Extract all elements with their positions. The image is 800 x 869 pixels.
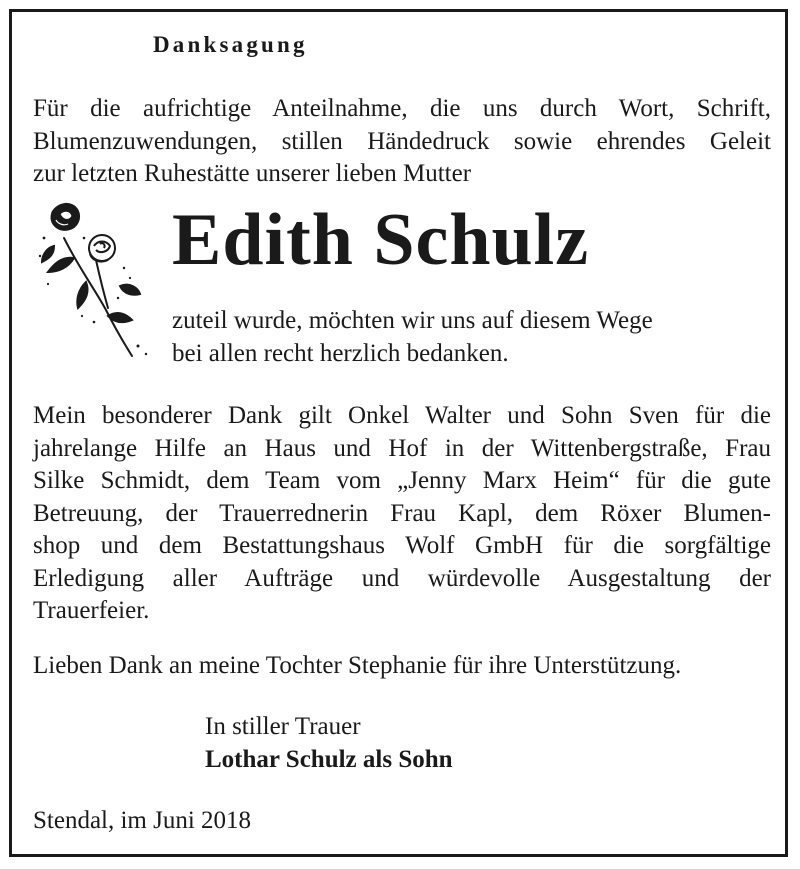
special-thanks-line: Erledigung aller Aufträge und würdevolle Ausgestaltung der xyxy=(33,564,771,592)
intro-line: Für die aufrichtige Anteilnahme, die uns durch Wort, Schrift, xyxy=(33,95,771,122)
intro-line: zur letzten Ruhestätte unserer lieben Mutter xyxy=(33,160,472,187)
daughter-thanks: Lieben Dank an meine Tochter Stephanie für ihre Unterstützung. xyxy=(33,652,682,679)
special-thanks-line: Mein besonderer Dank gilt Onkel Walter und Sohn Sven für die xyxy=(33,402,771,429)
place-date: Stendal, im Juni 2018 xyxy=(33,807,252,834)
intro-paragraph xyxy=(33,93,771,191)
rose-icon xyxy=(34,198,154,368)
signer-name: Lothar Schulz als Sohn xyxy=(205,746,453,773)
special-thanks-paragraph xyxy=(33,400,771,628)
intro-line: Blumenzuwendungen, stillen Händedruck sowie ehrendes Geleit xyxy=(33,127,771,155)
special-thanks-line: Silke Schmidt, dem Team vom „Jenny Marx Heim“ für die gute xyxy=(33,467,771,494)
special-thanks-line: Betreuung, der Trauerrednerin Frau Kapl, dem Röxer Blumen- xyxy=(33,499,771,527)
notice-heading: Danksagung xyxy=(153,32,308,57)
special-thanks-line: jahrelange Hilfe an Haus und Hof in der Wittenbergstraße, Frau xyxy=(33,434,771,462)
continuation-line: bei allen recht herzlich bedanken. xyxy=(172,339,509,367)
deceased-name: Edith Schulz xyxy=(172,199,590,281)
continuation-line: zuteil wurde, möchten wir uns auf diesem Wege xyxy=(172,307,653,334)
special-thanks-line: Trauerfeier. xyxy=(33,597,150,624)
special-thanks-line: shop und dem Bestattungshaus Wolf GmbH für die sorgfältige xyxy=(33,532,771,559)
continuation-paragraph xyxy=(172,305,653,370)
signoff xyxy=(205,710,453,776)
signoff-intro: In stiller Trauer xyxy=(205,713,361,740)
